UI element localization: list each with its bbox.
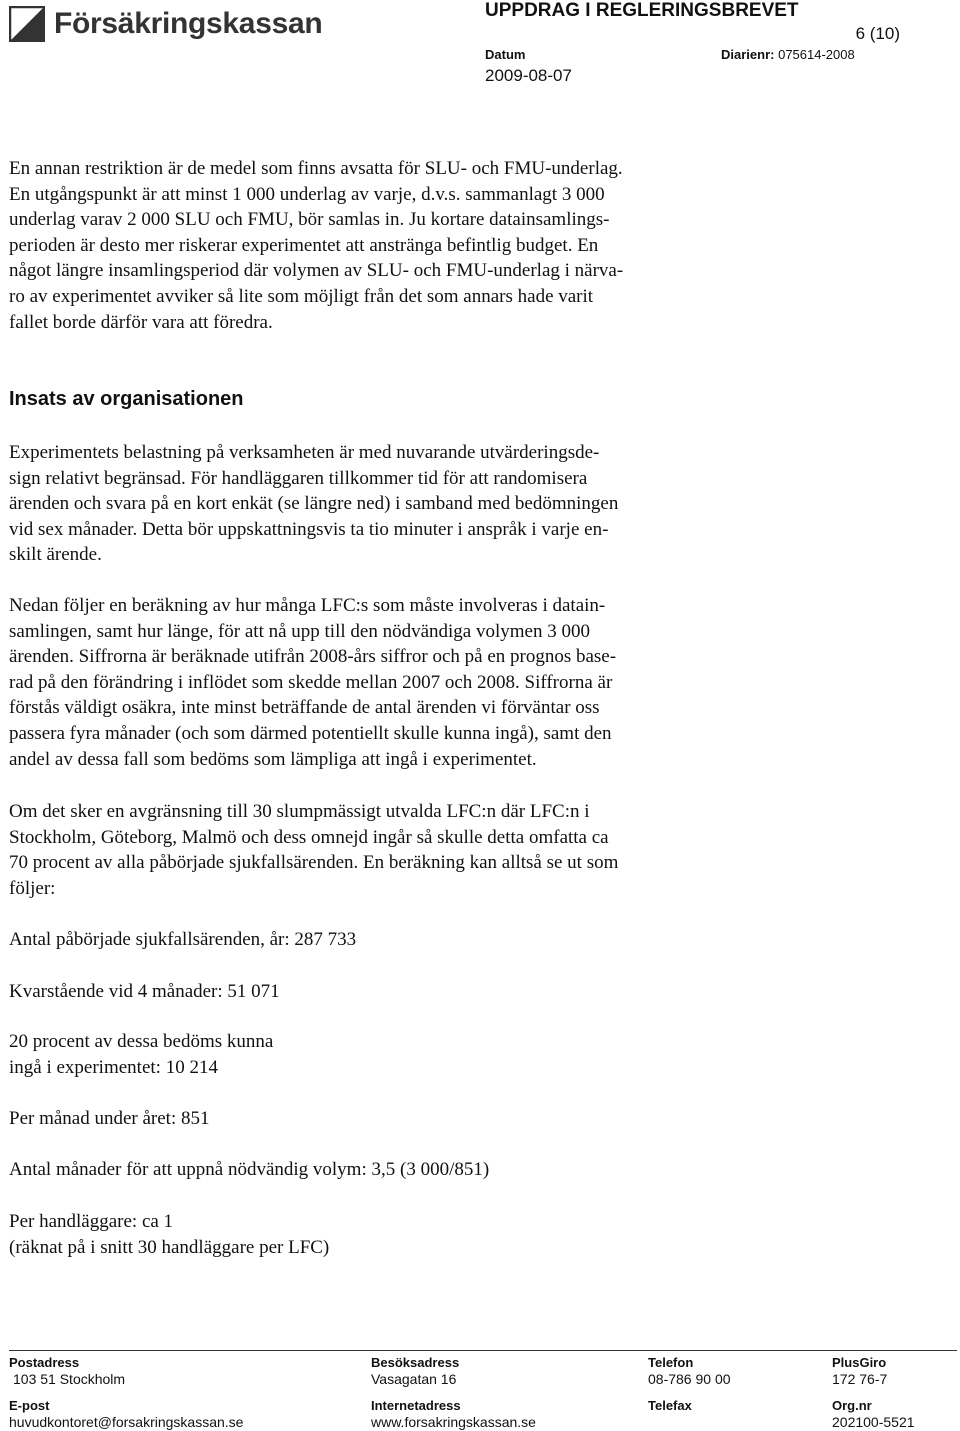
date-label: Datum xyxy=(485,47,526,62)
calc-eligible-cases xyxy=(9,1029,729,1080)
text-line: perioden är desto mer riskerar experimentet att anstränga befintlig budget. En xyxy=(9,234,599,256)
text-line: Om det sker en avgränsning till 30 slumpmässigt utvalda LFC:n där LFC:n i xyxy=(9,801,590,822)
calc-months-needed xyxy=(9,1157,729,1183)
text-line: följer: xyxy=(9,877,56,899)
diarie-label: Diarienr: xyxy=(721,47,775,62)
text-line: 70 procent av alla påbörjade sjukfallsärenden. En beräkning kan alltså se ut som xyxy=(9,852,619,874)
calc-total-cases xyxy=(9,927,729,953)
footer-epost-value: huvudkontoret@forsakringskassan.se xyxy=(9,1414,244,1430)
text-line: Experimentets belastning på verksamheten är med nuvarande utvärderingsde- xyxy=(9,442,600,463)
text-line: rad på den förändring i inflödet som skedde mellan 2007 och 2008. Siffrorna är xyxy=(9,671,613,693)
text-line: En annan restriktion är de medel som finns avsatta för SLU- och FMU-underlag. xyxy=(9,158,623,179)
text-line: ärenden och svara på en kort enkät (se längre ned) i samband med bedömningen xyxy=(9,493,619,515)
text-line: samlingen, samt hur länge, för att nå upp till den nödvändiga volymen 3 000 xyxy=(9,620,590,642)
text-line: Antal månader för att uppnå nödvändig volym: 3,5 (3 000/851) xyxy=(9,1159,490,1180)
footer-telefax-label: Telefax xyxy=(648,1398,692,1413)
text-line: 20 procent av dessa bedöms kunna xyxy=(9,1031,274,1052)
text-line: sign relativt begränsad. För handläggaren tillkommer tid för att randomisera xyxy=(9,467,588,489)
text-line: förstås väldigt osäkra, inte minst beträffande de antal ärenden vi förväntar oss xyxy=(9,697,600,719)
organization-logo xyxy=(9,6,322,42)
footer-epost-label: E-post xyxy=(9,1398,50,1413)
paragraph-selection xyxy=(9,799,729,901)
text-line: vid sex månader. Detta bör uppskattningsvis ta tio minuter i anspråk i varje en- xyxy=(9,518,609,540)
date-value: 2009-08-07 xyxy=(485,66,572,85)
text-line: Nedan följer en beräkning av hur många LFC:s som måste involveras i datain- xyxy=(9,595,606,616)
footer-postadress-value: 103 51 Stockholm xyxy=(13,1371,126,1387)
text-line: underlag varav 2 000 SLU och FMU, bör samlas in. Ju kortare datainsamlings- xyxy=(9,209,610,231)
footer-orgnr-label: Org.nr xyxy=(832,1398,872,1413)
calc-remaining-cases xyxy=(9,979,729,1005)
text-line: ro av experimentet avviker så lite som möjligt från det som annars hade varit xyxy=(9,285,594,307)
footer-besoksadress-label: Besöksadress xyxy=(371,1355,460,1370)
paragraph-calculation-intro xyxy=(9,593,729,772)
footer-plusgiro-value: 172 76-7 xyxy=(832,1371,888,1387)
text-line: något längre insamlingsperiod där volymen av SLU- och FMU-underlag i närva- xyxy=(9,260,624,282)
footer-divider xyxy=(9,1350,957,1351)
footer-orgnr-value: 202100-5521 xyxy=(832,1414,915,1430)
diarie-number xyxy=(721,47,855,62)
text-line: andel av dessa fall som bedöms som lämpliga att ingå i experimentet. xyxy=(9,748,537,770)
organization-logo-icon xyxy=(9,6,45,42)
organization-name: Försäkringskassan xyxy=(54,7,323,40)
text-line: passera fyra månader (och som därmed potentiellt skulle kunna ingå), samt den xyxy=(9,722,612,744)
footer-besoksadress-value: Vasagatan 16 xyxy=(371,1371,457,1387)
page-number: 6 (10) xyxy=(855,24,900,43)
footer-internet-value: www.forsakringskassan.se xyxy=(371,1414,536,1430)
calc-per-officer xyxy=(9,1209,729,1260)
footer-internet-label: Internetadress xyxy=(371,1398,461,1413)
calc-per-month xyxy=(9,1106,729,1132)
text-line: ärenden. Siffrorna är beräknade utifrån 2008-års siffror och på en prognos base- xyxy=(9,646,617,668)
text-line: Antal påbörjade sjukfallsärenden, år: 287 733 xyxy=(9,929,357,950)
document-title: UPPDRAG I REGLERINGSBREVET xyxy=(485,0,799,21)
text-line: Stockholm, Göteborg, Malmö och dess omnejd ingår så skulle detta omfatta ca xyxy=(9,826,609,848)
paragraph-workload xyxy=(9,440,729,568)
footer-postadress-label: Postadress xyxy=(9,1355,80,1370)
footer-telefon-value: 08-786 90 00 xyxy=(648,1371,731,1387)
diarie-value: 075614-2008 xyxy=(778,47,855,62)
text-line: fallet borde därför vara att föredra. xyxy=(9,311,273,333)
paragraph-restriction xyxy=(9,156,729,335)
text-line: En utgångspunkt är att minst 1 000 underlag av varje, d.v.s. sammanlagt 3 000 xyxy=(9,183,605,205)
section-heading: Insats av organisationen xyxy=(9,388,244,410)
text-line: skilt ärende. xyxy=(9,544,102,566)
text-line: Per månad under året: 851 xyxy=(9,1108,210,1129)
footer-telefon-label: Telefon xyxy=(648,1355,694,1370)
text-line: Per handläggare: ca 1 xyxy=(9,1211,174,1232)
text-line: ingå i experimentet: 10 214 xyxy=(9,1056,218,1078)
text-line: (räknat på i snitt 30 handläggare per LFC) xyxy=(9,1236,330,1258)
text-line: Kvarstående vid 4 månader: 51 071 xyxy=(9,981,280,1002)
footer-plusgiro-label: PlusGiro xyxy=(832,1355,887,1370)
